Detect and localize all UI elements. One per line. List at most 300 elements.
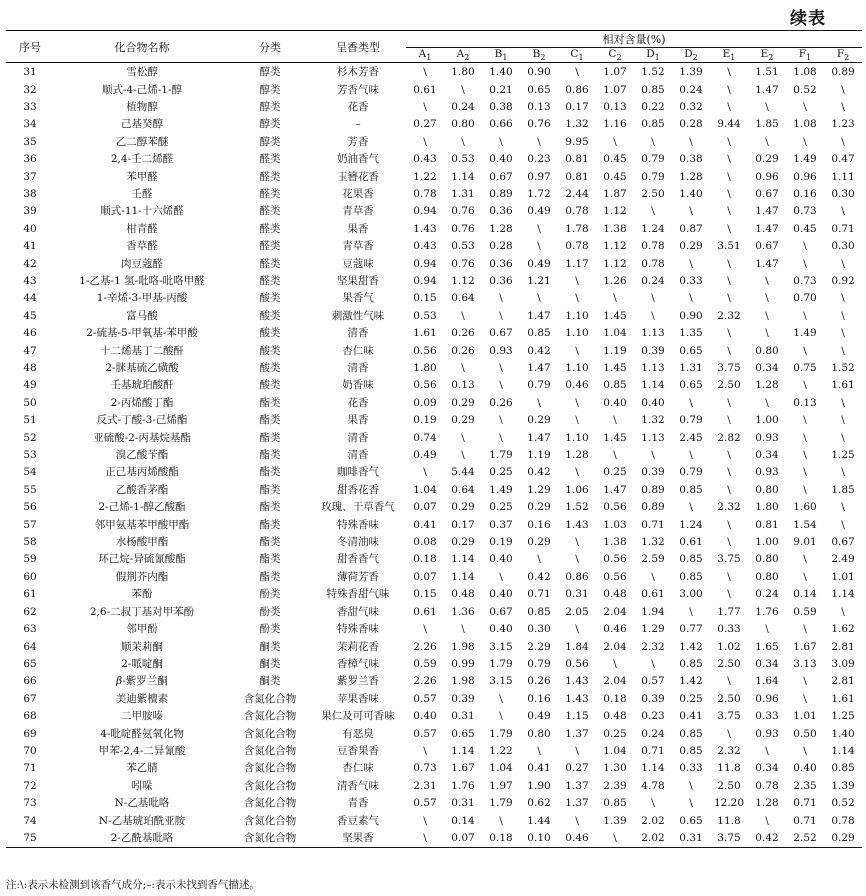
- cell-value: 0.26: [451, 327, 475, 340]
- table-row: [6, 639, 862, 656]
- table-row: [6, 325, 862, 342]
- cell-aroma: 清香: [347, 327, 369, 340]
- cell-value: 1.44: [527, 814, 551, 827]
- cell-category: 醛类: [259, 205, 281, 218]
- cell-value: 1.12: [603, 240, 627, 253]
- cell-category: 酯类: [259, 466, 281, 479]
- cell-value: \: [765, 814, 769, 827]
- cell-value: \: [803, 414, 807, 427]
- cell-no: 68: [23, 710, 37, 723]
- cell-value: 0.13: [603, 100, 627, 113]
- cell-value: 1.24: [679, 518, 703, 531]
- cell-value: \: [689, 292, 693, 305]
- cell-value: 0.87: [679, 222, 703, 235]
- cell-value: 0.86: [565, 83, 589, 96]
- cell-value: 0.71: [793, 814, 817, 827]
- cell-value: 0.59: [413, 657, 437, 670]
- cell-value: 2.81: [831, 640, 855, 653]
- cell-value: 2.44: [565, 187, 589, 200]
- cell-category: 酯类: [259, 570, 281, 583]
- cell-value: 1.23: [831, 118, 855, 131]
- cell-aroma: 清香: [347, 449, 369, 462]
- cell-value: 0.85: [831, 762, 855, 775]
- cell-value: 0.22: [641, 100, 665, 113]
- cell-value: 1.87: [603, 187, 627, 200]
- cell-value: 0.43: [413, 153, 437, 166]
- cell-compound-name: 乙二醇苯醚: [115, 135, 169, 148]
- cell-value: 0.85: [641, 118, 665, 131]
- cell-value: 0.85: [603, 797, 627, 810]
- cell-value: \: [651, 657, 655, 670]
- cell-value: 1.76: [451, 779, 475, 792]
- cell-value: 0.36: [489, 257, 513, 270]
- cell-value: 1.79: [489, 657, 513, 670]
- cell-value: \: [423, 623, 427, 636]
- table-row: [6, 551, 862, 568]
- cell-value: \: [727, 449, 731, 462]
- cell-value: 0.34: [755, 362, 779, 374]
- cell-value: 0.53: [413, 309, 437, 322]
- cell-value: \: [727, 274, 731, 287]
- cell-value: 0.79: [679, 414, 703, 427]
- cell-value: \: [537, 553, 541, 566]
- cell-value: 1.52: [565, 501, 589, 514]
- table-row: [6, 708, 862, 725]
- cell-value: 0.96: [793, 170, 817, 183]
- cell-no: 37: [23, 170, 37, 183]
- cell-value: 1.36: [451, 605, 475, 618]
- cell-value: 1.35: [679, 327, 703, 340]
- header-sample-b2: $B_2$: [532, 48, 546, 63]
- header-name: 化合物名称: [114, 40, 170, 54]
- cell-value: 2.49: [831, 553, 855, 566]
- cell-value: 0.57: [641, 675, 665, 688]
- cell-value: 0.79: [527, 379, 551, 392]
- cell-value: 1.12: [603, 205, 627, 218]
- cell-value: 0.40: [489, 623, 513, 636]
- cell-value: 0.93: [755, 466, 779, 479]
- cell-value: \: [575, 744, 579, 757]
- cell-value: 0.34: [755, 762, 779, 775]
- cell-value: 1.52: [831, 362, 855, 374]
- cell-value: \: [841, 205, 845, 218]
- cell-value: 1.42: [679, 675, 703, 688]
- cell-value: \: [461, 449, 465, 462]
- cell-value: 0.08: [413, 536, 437, 549]
- cell-compound-name: 苯乙腈: [126, 762, 158, 775]
- cell-value: \: [765, 100, 769, 113]
- cell-value: \: [499, 292, 503, 305]
- cell-value: 0.29: [527, 536, 551, 549]
- cell-no: 61: [23, 588, 37, 601]
- cell-category: 酮类: [259, 657, 281, 670]
- cell-value: 0.56: [413, 344, 437, 357]
- table-row: [6, 447, 862, 464]
- cell-value: \: [727, 100, 731, 113]
- cell-value: \: [689, 779, 693, 792]
- cell-value: \: [803, 135, 807, 148]
- cell-value: 3.75: [717, 362, 741, 374]
- cell-value: 0.48: [603, 710, 627, 723]
- cell-value: 0.71: [793, 797, 817, 810]
- cell-aroma: 果香: [347, 222, 369, 235]
- cell-value: 0.85: [679, 483, 703, 496]
- cell-value: 0.49: [527, 710, 551, 723]
- header-no: 序号: [19, 40, 41, 54]
- cell-value: 0.26: [527, 675, 551, 688]
- cell-no: 67: [23, 692, 37, 705]
- header-category: 分类: [259, 40, 281, 54]
- cell-no: 52: [23, 431, 37, 444]
- cell-value: \: [841, 327, 845, 340]
- table-row: [6, 377, 862, 394]
- cell-value: 0.33: [679, 762, 703, 775]
- cell-value: 0.89: [641, 483, 665, 496]
- cell-value: 0.78: [565, 205, 589, 218]
- cell-value: 11.8: [717, 762, 741, 775]
- cell-value: 0.39: [451, 692, 475, 705]
- cell-value: \: [499, 379, 503, 392]
- cell-value: \: [841, 292, 845, 305]
- cell-value: 0.41: [679, 710, 703, 723]
- cell-value: \: [423, 831, 427, 844]
- cell-aroma: 花香: [347, 396, 369, 409]
- header-aroma: 呈香类型: [336, 40, 380, 54]
- cell-value: 1.25: [831, 449, 855, 462]
- cell-value: 1.25: [831, 710, 855, 723]
- cell-compound-name: 2,4-壬二烯醛: [110, 153, 174, 166]
- cell-aroma: 玫瑰、干草香气: [321, 501, 395, 514]
- cell-no: 63: [23, 623, 37, 636]
- cell-value: 0.47: [831, 153, 855, 166]
- cell-value: \: [765, 135, 769, 148]
- cell-value: \: [765, 309, 769, 322]
- cell-no: 60: [23, 570, 37, 583]
- cell-value: 0.23: [641, 710, 665, 723]
- cell-value: \: [727, 327, 731, 340]
- table-row: [6, 395, 862, 412]
- cell-value: 1.39: [679, 66, 703, 79]
- cell-value: \: [575, 814, 579, 827]
- cell-value: 0.57: [413, 797, 437, 810]
- table-row: [6, 430, 862, 447]
- cell-aroma: 甜香花香: [337, 483, 379, 496]
- cell-value: 0.29: [527, 501, 551, 514]
- cell-value: \: [499, 414, 503, 427]
- cell-value: \: [727, 396, 731, 409]
- cell-category: 酮类: [259, 675, 281, 688]
- cell-value: \: [575, 536, 579, 549]
- cell-value: \: [803, 570, 807, 583]
- cell-value: 0.71: [831, 222, 855, 235]
- header-sample-f1: $F_1$: [798, 48, 812, 63]
- cell-value: 1.54: [793, 518, 817, 531]
- cell-category: 酯类: [259, 414, 281, 427]
- cell-category: 酯类: [259, 518, 281, 531]
- cell-value: 0.32: [679, 100, 703, 113]
- cell-value: 0.43: [413, 240, 437, 253]
- cell-value: 0.70: [793, 292, 817, 305]
- cell-compound-name: 吲哚: [131, 779, 153, 792]
- cell-value: \: [423, 66, 427, 79]
- cell-category: 醇类: [259, 66, 281, 79]
- cell-value: 3.09: [831, 657, 855, 670]
- continued-label: 续表: [790, 9, 826, 29]
- table-row: [6, 743, 862, 760]
- cell-value: 1.85: [831, 483, 855, 496]
- cell-value: 1.37: [565, 797, 589, 810]
- cell-value: \: [841, 135, 845, 148]
- cell-compound-name: 4-吡啶醛氨氧化物: [100, 727, 184, 740]
- footnote: 注:\:表示未检测到该香气成分;–:表示未找到香气描述。: [6, 879, 260, 891]
- cell-value: 1.38: [603, 222, 627, 235]
- cell-value: 1.49: [793, 327, 817, 340]
- cell-value: 0.71: [641, 518, 665, 531]
- cell-value: 0.40: [489, 153, 513, 166]
- cell-no: 38: [23, 187, 37, 200]
- cell-value: 0.65: [679, 379, 703, 392]
- cell-value: 1.98: [451, 640, 475, 653]
- cell-compound-name: β-紫罗兰酮: [116, 675, 168, 688]
- header-sample-a2: $A_2$: [456, 48, 470, 63]
- cell-compound-name: 环己烷-异硫氰酸酯: [98, 553, 186, 566]
- cell-value: \: [613, 135, 617, 148]
- cell-value: 0.39: [641, 692, 665, 705]
- cell-value: 0.76: [451, 257, 475, 270]
- cell-value: \: [765, 744, 769, 757]
- table-row: [6, 569, 862, 586]
- cell-value: 0.14: [451, 814, 475, 827]
- cell-value: 0.94: [413, 205, 437, 218]
- cell-value: 2.82: [717, 431, 741, 444]
- cell-value: 0.52: [831, 797, 855, 810]
- cell-value: \: [727, 727, 731, 740]
- cell-value: \: [803, 692, 807, 705]
- cell-value: 1.90: [527, 779, 551, 792]
- cell-value: 2.31: [413, 779, 437, 792]
- cell-value: 1.14: [451, 570, 475, 583]
- cell-aroma: 特殊香甜气味: [326, 588, 390, 601]
- cell-value: 0.28: [489, 240, 513, 253]
- cell-aroma: 特殊香味: [337, 518, 379, 531]
- table-row: [6, 151, 862, 168]
- cell-value: \: [765, 292, 769, 305]
- cell-value: 0.29: [451, 396, 475, 409]
- cell-category: 醇类: [259, 135, 281, 148]
- cell-value: 1.79: [489, 797, 513, 810]
- cell-value: 1.79: [489, 449, 513, 462]
- cell-value: 0.09: [413, 396, 437, 409]
- cell-value: 0.50: [793, 727, 817, 740]
- cell-value: 0.46: [603, 623, 627, 636]
- cell-value: 0.78: [565, 240, 589, 253]
- cell-category: 醇类: [259, 100, 281, 113]
- cell-value: 0.93: [489, 344, 513, 357]
- cell-value: \: [765, 623, 769, 636]
- cell-no: 74: [23, 814, 37, 827]
- cell-aroma: 果仁及可可香味: [321, 710, 395, 723]
- cell-value: 1.47: [603, 483, 627, 496]
- cell-value: \: [689, 501, 693, 514]
- cell-value: 1.28: [565, 449, 589, 462]
- cell-value: 0.85: [527, 327, 551, 340]
- cell-no: 57: [23, 518, 37, 531]
- cell-category: 酯类: [259, 501, 281, 514]
- cell-compound-name: 富马酸: [126, 309, 158, 322]
- cell-value: 1.80: [413, 362, 437, 374]
- cell-value: 0.48: [451, 588, 475, 601]
- cell-value: 1.04: [603, 327, 627, 340]
- table-body: [6, 63, 862, 848]
- cell-value: \: [803, 379, 807, 392]
- cell-value: 2.32: [641, 640, 665, 653]
- table-row: [6, 82, 862, 99]
- cell-no: 70: [23, 744, 37, 757]
- cell-value: \: [727, 170, 731, 183]
- cell-no: 65: [23, 657, 37, 670]
- cell-compound-name: 正己基丙烯酸酯: [105, 466, 179, 479]
- cell-value: 0.53: [451, 153, 475, 166]
- cell-compound-name: 二甲胺嗪: [121, 710, 163, 723]
- cell-value: 0.99: [451, 657, 475, 670]
- cell-value: 0.56: [603, 501, 627, 514]
- cell-category: 醛类: [259, 170, 281, 183]
- cell-value: \: [727, 205, 731, 218]
- cell-value: 0.85: [679, 553, 703, 566]
- cell-no: 48: [23, 362, 37, 374]
- cell-value: \: [803, 257, 807, 270]
- header-sample-d2: $D_2$: [684, 48, 698, 63]
- cell-compound-name: 香草醛: [126, 240, 158, 253]
- cell-value: 0.18: [413, 553, 437, 566]
- cell-value: 0.49: [413, 449, 437, 462]
- cell-category: 酚类: [259, 588, 281, 601]
- table-row: [6, 273, 862, 290]
- cell-value: 9.44: [717, 118, 741, 131]
- cell-category: 含氮化合物: [243, 727, 297, 740]
- cell-value: 0.57: [413, 692, 437, 705]
- cell-value: 1.00: [755, 414, 779, 427]
- cell-aroma: 青草香: [342, 240, 374, 253]
- cell-aroma: 花果香: [342, 187, 374, 200]
- cell-compound-name: 壬基琥珀酸酐: [110, 379, 174, 392]
- cell-value: 0.26: [451, 344, 475, 357]
- table-row: [6, 186, 862, 203]
- cell-value: 1.29: [527, 483, 551, 496]
- cell-no: 33: [23, 100, 37, 113]
- cell-value: \: [841, 100, 845, 113]
- cell-value: 1.94: [641, 605, 665, 618]
- cell-value: \: [461, 431, 465, 444]
- cell-value: 1.10: [565, 362, 589, 374]
- cell-no: 55: [23, 483, 37, 496]
- header-sample-b1: $B_1$: [494, 48, 508, 63]
- cell-value: \: [841, 501, 845, 514]
- table-row: [6, 221, 862, 238]
- cell-value: \: [727, 222, 731, 235]
- cell-value: 0.56: [413, 379, 437, 392]
- cell-value: \: [461, 623, 465, 636]
- cell-value: 0.85: [641, 83, 665, 96]
- cell-value: 1.06: [565, 483, 589, 496]
- cell-value: 0.31: [565, 588, 589, 601]
- cell-value: 1.19: [527, 449, 551, 462]
- table-row: [6, 169, 862, 186]
- cell-no: 69: [23, 727, 37, 740]
- cell-value: 5.44: [451, 466, 475, 479]
- cell-value: 2.02: [641, 814, 665, 827]
- cell-no: 31: [23, 66, 37, 79]
- cell-value: 0.78: [641, 257, 665, 270]
- cell-value: \: [727, 83, 731, 96]
- cell-value: 0.80: [755, 344, 779, 357]
- cell-value: 2.50: [717, 657, 741, 670]
- cell-value: 3.75: [717, 553, 741, 566]
- cell-aroma: 芳香气味: [337, 83, 379, 96]
- cell-value: 0.15: [413, 588, 437, 601]
- cell-value: 1.22: [413, 170, 437, 183]
- cell-value: 1.28: [755, 379, 779, 392]
- cell-aroma: 清香气味: [337, 779, 379, 792]
- cell-value: 1.51: [755, 66, 779, 79]
- cell-value: \: [499, 710, 503, 723]
- cell-value: \: [613, 449, 617, 462]
- cell-value: \: [575, 274, 579, 287]
- cell-value: 1.61: [831, 692, 855, 705]
- cell-value: 0.78: [413, 187, 437, 200]
- cell-category: 醛类: [259, 240, 281, 253]
- table-row: [6, 760, 862, 777]
- cell-value: 1.49: [489, 483, 513, 496]
- cell-no: 62: [23, 605, 37, 618]
- cell-aroma: 薄荷芳香: [337, 570, 379, 583]
- cell-value: 0.79: [527, 657, 551, 670]
- cell-aroma: 清香: [347, 431, 369, 444]
- cell-value: 1.67: [793, 640, 817, 653]
- cell-value: \: [803, 675, 807, 688]
- cell-aroma: 有恶臭: [342, 727, 374, 740]
- cell-value: 0.19: [413, 414, 437, 427]
- cell-value: 1.17: [565, 257, 589, 270]
- cell-value: 12.20: [713, 797, 745, 810]
- cell-no: 71: [23, 762, 37, 775]
- table-row: [6, 795, 862, 812]
- cell-no: 56: [23, 501, 37, 514]
- cell-value: 0.31: [451, 797, 475, 810]
- cell-value: \: [423, 135, 427, 148]
- cell-value: \: [613, 657, 617, 670]
- cell-value: 0.96: [755, 170, 779, 183]
- cell-value: 1.28: [679, 170, 703, 183]
- cell-value: \: [537, 396, 541, 409]
- cell-category: 酯类: [259, 536, 281, 549]
- cell-value: 1.39: [831, 779, 855, 792]
- cell-compound-name: 水杨酸甲酯: [115, 536, 169, 549]
- cell-category: 酸类: [259, 379, 281, 392]
- cell-value: 2.32: [717, 501, 741, 514]
- cell-value: \: [727, 536, 731, 549]
- cell-value: 1.26: [603, 274, 627, 287]
- cell-value: 0.42: [755, 831, 779, 844]
- cell-value: 0.85: [679, 657, 703, 670]
- cell-category: 醛类: [259, 222, 281, 235]
- cell-value: 0.79: [679, 466, 703, 479]
- cell-value: 1.22: [489, 744, 513, 757]
- cell-value: 0.71: [527, 588, 551, 601]
- cell-compound-name: 美迪紫檀素: [115, 692, 169, 705]
- cell-value: 0.25: [603, 466, 627, 479]
- cell-value: \: [689, 605, 693, 618]
